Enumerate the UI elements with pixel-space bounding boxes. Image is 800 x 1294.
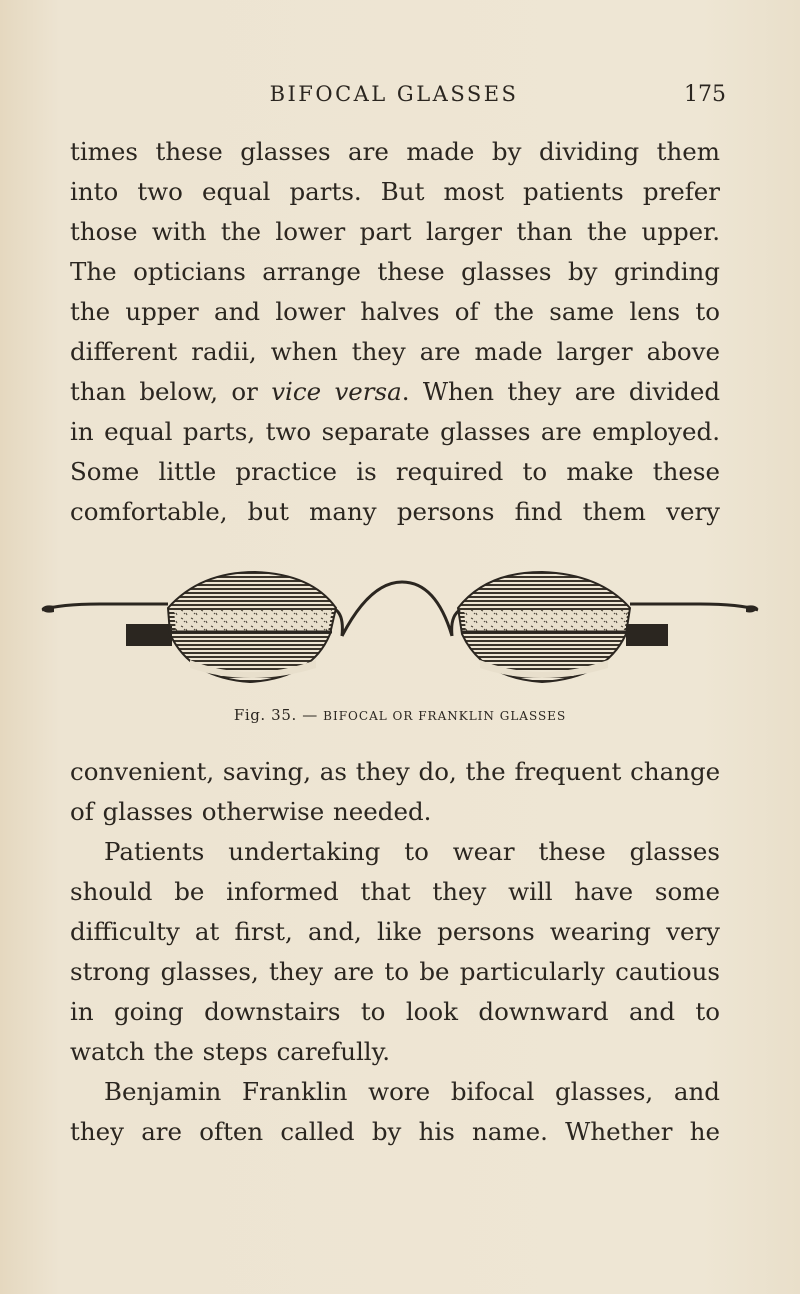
text-line: different radii, when they are made larger above <box>70 337 720 366</box>
figure-caption <box>0 706 800 724</box>
text-line: in equal parts, two separate glasses are employed. <box>70 417 720 446</box>
page-number: 175 <box>684 82 726 107</box>
text-line: of glasses otherwise needed. <box>70 797 432 826</box>
text-line: difficulty at first, and, like persons wearing very <box>70 917 720 946</box>
italic-phrase: vice versa <box>271 377 402 406</box>
text-line: should be informed that they will have some <box>70 877 720 906</box>
text-line: Benjamin Franklin wore bifocal glasses, and <box>104 1077 720 1106</box>
text-run: than below, or <box>70 377 272 406</box>
text-line: The opticians arrange these glasses by grinding <box>70 257 720 286</box>
text-line: times these glasses are made by dividing them <box>70 137 720 166</box>
text-line: they are often called by his name. Whether he <box>70 1117 720 1146</box>
text-line: the upper and lower halves of the same lens to <box>70 297 720 326</box>
text-line: Some little practice is required to make these <box>70 457 720 486</box>
right-lens <box>458 572 630 682</box>
chapter-title: BIFOCAL GLASSES <box>269 82 519 106</box>
text-line: in going downstairs to look downward and to <box>70 997 720 1026</box>
running-head <box>70 82 726 112</box>
text-line: strong glasses, they are to be particularly cautious <box>70 957 720 986</box>
text-line: Patients undertaking to wear these glasses <box>104 837 720 866</box>
text-line: comfortable, but many persons find them very <box>70 497 720 526</box>
figure-caption-text: BIFOCAL OR FRANKLIN GLASSES <box>323 709 567 723</box>
text-line: into two equal parts. But most patients prefer <box>70 177 720 206</box>
bifocal-spectacles-icon <box>40 560 760 690</box>
text-line: convenient, saving, as they do, the frequent change <box>70 757 721 786</box>
text-line-vice-versa <box>70 372 720 412</box>
text-run: . When they are divided <box>401 377 720 406</box>
figure-label: Fig. 35. — <box>233 706 324 724</box>
left-lens <box>168 572 336 682</box>
text-line: watch the steps carefully. <box>70 1037 391 1066</box>
text-line: those with the lower part larger than the upper. <box>70 217 720 246</box>
